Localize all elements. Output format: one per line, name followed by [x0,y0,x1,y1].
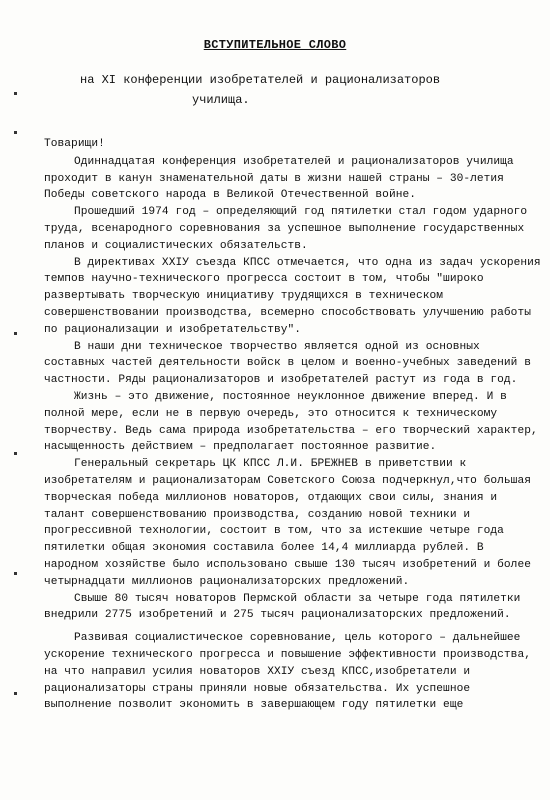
paragraph-5: Жизнь – это движение, постоянное неуклонное движение вперед. И в полной мере, если не в первую очередь, это относится к техническому творчеству. Ведь сама природа изобретательства – его творческий характер, насыщенность действием – предполагает постоянное развитие. [44,390,538,454]
subtitle-line-1: на XI конференции изобретателей и рационализаторов [80,73,441,87]
scan-speck [14,92,17,95]
paragraph-1: Одиннадцатая конференция изобретателей и рационализаторов училища проходит в канун знаменательной даты в жизни нашей страны – 30-летия Победы советского народа в Великой Отечественной войне. [44,155,514,202]
paragraph-4: В наши дни техническое творчество является одной из основных составных частей деятельности войск в целом и военно-учебных заведений в частности. Ряды рационализаторов и изобретателей растут из года в год. [44,340,531,387]
document-subtitle [80,70,500,110]
subtitle-line-2: училища. [192,93,250,107]
scan-speck [14,131,17,134]
scan-speck [14,572,17,575]
scan-speck [14,332,17,335]
paragraph-2: Прошедший 1974 год – определяющий год пятилетки стал годом ударного труда, всенародного соревнования за успешное выполнение государственных планов и социалистических обязательств. [44,206,528,252]
scan-speck [14,452,17,455]
scan-speck [14,692,17,695]
document-title: ВСТУПИТЕЛЬНОЕ СЛОВО [203,38,347,52]
paragraph-8: Развивая социалистическое соревнование, цель которого – дальнейшее ускорение технического прогресса и повышение эффективности производства, на что направил усилия новаторов XXIУ съезд КПСС,изобретатели и рационализаторы страны приняли новые обязательства. Их успешное выполнение позволит экономить в завершающем году пятилетки еще [44,632,531,712]
document-body [44,136,542,714]
greeting: Товарищи! [44,138,105,150]
paragraph-6: Генеральный секретарь ЦК КПСС Л.И. БРЕЖНЕВ в приветствии к изобретателям и рационализаторам Советского Союза подчеркнул,что большая творческая победа миллионов новаторов, отдающих свои силы, знания и талант совершенствованию производства, созданию новой техники и прогрессивной технологии, состоит в том, что за истекшие четыре года пятилетки общая экономия составила более 14,4 миллиарда рублей. В народном хозяйстве было использовано свыше 130 тысяч изобретений и более четырнадцати миллионов рационализаторских предложений. [44,458,531,588]
paragraph-3: В директивах XXIУ съезда КПСС отмечается, что одна из задач ускорения темпов научно-технического прогресса состоит в том, чтобы "широко развертывать творческую инициативу трудящихся в техническом совершенствовании производства, всемерно способствовать улучшению работы по рационализации и изобретательству". [44,256,541,336]
paragraph-7: Свыше 80 тысяч новаторов Пермской области за четыре года пятилетки внедрили 2775 изобретений и 275 тысяч рационализаторских предложений. [44,592,521,622]
